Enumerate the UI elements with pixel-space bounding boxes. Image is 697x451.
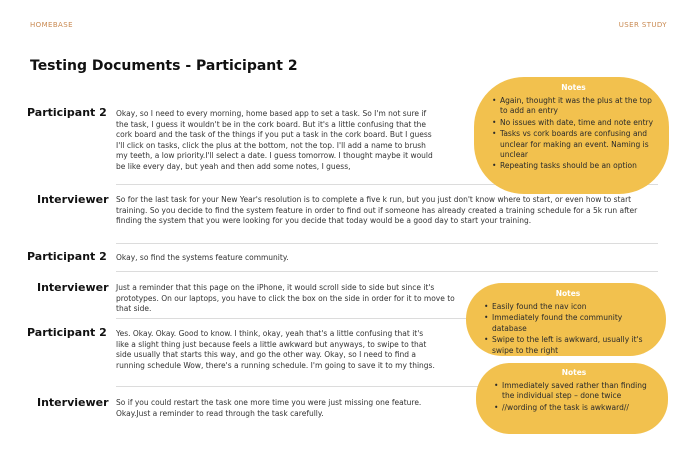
utterance-text: Okay, so I need to every morning, home based app to set a task. So I'm not sure if the task, I guess it wouldn't be in the cork board. But it's a little confusing that the cork board and the task of the things if you put a task in the cork board. But I guess I'll click on tasks, click the plus at the bottom, not the top. I'll add a name to brush my teeth, a low priority.I'll select a date. I guess tomorrow. I thought maybe it would be like every day, but yeah and then add some notes, I guess, (116, 109, 433, 171)
divider (116, 271, 658, 272)
header-right-label: USER STUDY (618, 21, 667, 29)
note-item: • Repeating tasks should be an option (492, 161, 655, 171)
utterance-text: Yes. Okay. Okay. Good to know. I think, okay, yeah that's a little confusing that it's like a slight thing just because feels a little awkward but anyways, to swipe to that side usually that starts this way, and go the other way. Okay, so I need to find a running schedule Wow, there's a running schedule. I'm going to save it to my things. (116, 329, 435, 370)
header-left-label: HOMEBASE (30, 21, 73, 29)
notes-title: Notes (561, 368, 587, 377)
speaker-label: Interviewer (37, 281, 109, 294)
note-item: • Again, thought it was the plus at the top to add an entry (492, 96, 655, 117)
speaker-label: Participant 2 (27, 106, 107, 119)
notes-list (492, 96, 655, 172)
page-title: Testing Documents - Participant 2 (30, 58, 298, 74)
speaker-label: Participant 2 (27, 250, 107, 263)
note-item: • Immediately saved rather than finding the individual step – done twice (494, 381, 654, 402)
speaker-label: Participant 2 (27, 326, 107, 339)
speaker-label: Interviewer (37, 396, 109, 409)
notes-bubble (474, 77, 669, 194)
note-item: • //wording of the task is awkward// (494, 403, 654, 413)
utterance-text: So if you could restart the task one more time you were just missing one feature. Okay.Just a reminder to read through the task carefully. (116, 398, 422, 418)
notes-bubble (476, 363, 668, 434)
utterance-text: So for the last task for your New Year's resolution is to complete a five k run, but you just don't know where to start, or even how to start training. So you decide to find the system feature in order to find out if someone has already created a training schedule for a 5k run after finding the system that you were looking for you decide that today would be a good day to start your training. (116, 195, 638, 226)
note-item: • Tasks vs cork boards are confusing and unclear for making an event. Naming is unclear (492, 129, 655, 160)
note-item: • Swipe to the left is awkward, usually it's swipe to the right (484, 335, 652, 356)
utterance-text: Just a reminder that this page on the iPhone, it would scroll side to side but since it's prototypes. On our laptops, you have to click the box on the side in order for it to move to that side. (116, 283, 455, 314)
utterance-text: Okay, so find the systems feature community. (116, 253, 289, 262)
notes-list (494, 381, 654, 413)
speaker-label: Interviewer (37, 193, 109, 206)
note-item: • No issues with date, time and note entry (492, 118, 655, 128)
notes-title: Notes (555, 289, 581, 298)
note-item: • Easily found the nav icon (484, 302, 652, 312)
notes-list (484, 302, 652, 356)
note-item: • Immediately found the community database (484, 313, 652, 334)
notes-bubble (466, 283, 666, 356)
divider (116, 243, 658, 244)
notes-title: Notes (561, 83, 586, 92)
